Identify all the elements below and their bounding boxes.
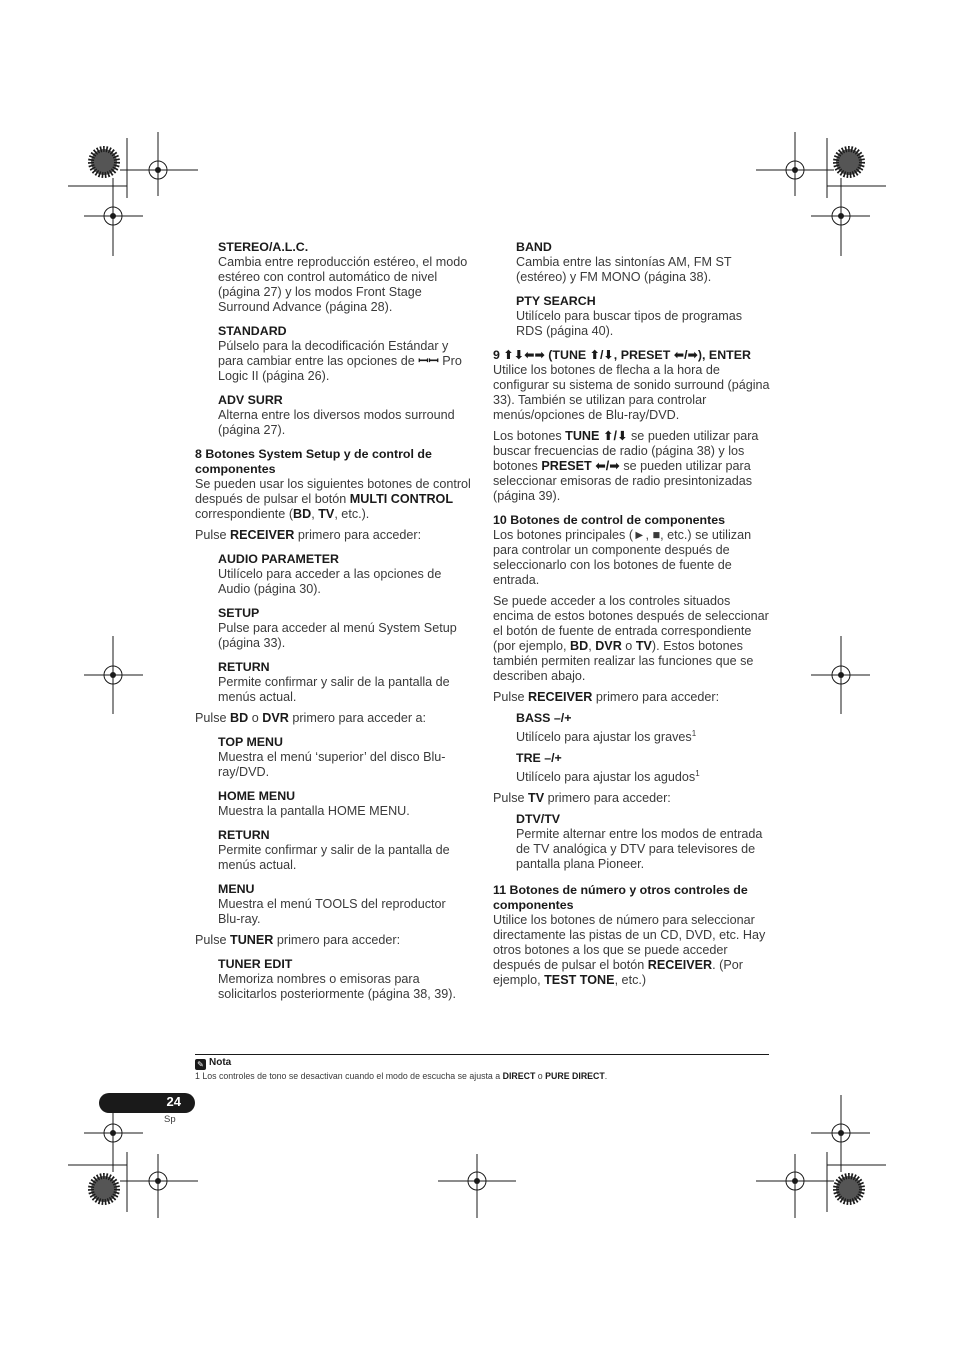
return-heading-1: RETURN: [218, 660, 270, 674]
section-9-text-2: Los botones TUNE ⬆/⬇ se pueden utilizar para buscar frecuencias de radio (página 38) y los botones PRESET ⬅/➡ se pueden utilizar para seleccionar emisoras de radio presintonizadas (página 39).: [493, 429, 759, 503]
pulse-bd-dvr: Pulse BD o DVR primero para acceder a:: [195, 711, 427, 725]
advsurr-heading: ADV SURR: [218, 393, 283, 407]
section-9-heading: 9 ⬆⬇⬅➡ (TUNE ⬆/⬇, PRESET ⬅/➡), ENTER: [493, 348, 751, 362]
setup-text: Pulse para acceder al menú System Setup (página 33).: [218, 621, 457, 650]
dtv-heading: DTV/TV: [516, 812, 561, 827]
tuner-edit-text: Memoriza nombres o emisoras para solicitarlos posteriormente (página 38, 39).: [218, 972, 457, 1001]
top-menu-text: Muestra el menú ‘superior’ del disco Blu-ray/DVD.: [218, 750, 446, 779]
dtv-text: Permite alternar entre los modos de entrada de TV analógica y DTV para televisores de pantalla plana Pioneer.: [516, 827, 763, 872]
pty-search-text: Utilícelo para buscar tipos de programas RDS (página 40).: [516, 309, 743, 338]
section-10-text-1: Los botones principales (►, ■, etc.) se utilizan para controlar un componente después de seleccionarlo con los botones de fuente de entrada.: [493, 528, 752, 587]
footnote-1: 1 Los controles de tono se desactivan cuando el modo de escucha se ajusta a DIRECT o PURE DIRECT.: [195, 1071, 608, 1081]
standard-text: Púlselo para la decodificación Estándar y para cambiar entre las opciones de ꟷꟷ Pro Logic II (página 26).: [218, 339, 462, 383]
section-10-text-2: Se puede acceder a los controles situados encima de estos botones después de seleccionar el botón de fuente de entrada correspondiente (por ejemplo, BD, DVR o TV). Estos botones también permiten realizar las funciones que se describen abajo.: [493, 594, 769, 683]
left-column: [195, 240, 471, 1002]
pty-search-heading: PTY SEARCH: [516, 294, 596, 308]
return-text-1: Permite confirmar y salir de la pantalla de menús actual.: [218, 675, 450, 704]
right-column: [493, 240, 770, 988]
page-number-badge: [99, 1093, 195, 1113]
stereo-heading: STEREO/A.L.C.: [218, 240, 309, 254]
pencil-note-icon: ✎: [195, 1059, 206, 1070]
menu-heading: MENU: [218, 882, 255, 896]
section-11-text: Utilice los botones de número para seleccionar directamente las pistas de un CD, DVD, etc. Hay otros botones a los que se puede acceder después de pulsar el botón RECEIVER. (Por ejemplo, TEST TONE, etc.): [493, 913, 766, 988]
pulse-receiver-2: Pulse RECEIVER primero para acceder:: [493, 690, 720, 704]
language-code: Sp: [164, 1114, 176, 1125]
dolby-logo-icon: ꟷꟷ: [418, 354, 439, 368]
band-heading: BAND: [516, 240, 552, 254]
footnote-area: [195, 1054, 769, 1081]
pulse-receiver-1: Pulse RECEIVER primero para acceder:: [195, 528, 422, 542]
advsurr-text: Alterna entre los diversos modos surround (página 27).: [218, 408, 455, 437]
tre-text: Utilícelo para ajustar los agudos$^1$: [516, 769, 700, 785]
stereo-text: Cambia entre reproducción estéreo, el modo estéreo con control automático de nivel (página 27) y los modos Front Stage Surround Advance (página 28).: [218, 255, 468, 314]
setup-heading: SETUP: [218, 606, 260, 620]
section-9-text-1: Utilice los botones de flecha a la hora de configurar su sistema de sonido surround (página 33). También se utilizan para controlar menús/opciones de Blu-ray/DVD.: [493, 363, 770, 422]
section-8-heading: 8 Botones System Setup y de control de componentes: [195, 447, 432, 476]
bass-heading: BASS –/+: [516, 711, 572, 725]
top-menu-heading: TOP MENU: [218, 735, 283, 749]
section-8-text: Se pueden usar los siguientes botones de control después de pulsar el botón MULTI CONTROL correspondiente (BD, TV, etc.).: [195, 477, 471, 521]
audio-parameter-text: Utilícelo para acceder a las opciones de Audio (página 30).: [218, 567, 442, 596]
page-number: 24: [166, 1094, 181, 1109]
section-11-heading: 11 Botones de número y otros controles de componentes: [493, 883, 748, 913]
menu-text: Muestra el menú TOOLS del reproductor Blu-ray.: [218, 897, 446, 926]
bass-text: Utilícelo para ajustar los graves$^1$: [516, 729, 697, 745]
audio-parameter-heading: AUDIO PARAMETER: [218, 552, 339, 566]
band-text: Cambia entre las sintonías AM, FM ST (estéreo) y FM MONO (página 38).: [516, 255, 732, 284]
pulse-tv: Pulse TV primero para acceder:: [493, 791, 671, 806]
nota-label: ✎ Nota: [195, 1057, 231, 1070]
tuner-edit-heading: TUNER EDIT: [218, 957, 293, 971]
home-menu-text: Muestra la pantalla HOME MENU.: [218, 804, 410, 818]
return-heading-2: RETURN: [218, 828, 270, 842]
return-text-2: Permite confirmar y salir de la pantalla de menús actual.: [218, 843, 450, 872]
pulse-tuner: Pulse TUNER primero para acceder:: [195, 933, 401, 947]
tre-heading: TRE –/+: [516, 751, 562, 766]
section-10-heading: 10 Botones de control de componentes: [493, 513, 726, 527]
standard-heading: STANDARD: [218, 324, 287, 338]
home-menu-heading: HOME MENU: [218, 789, 296, 803]
